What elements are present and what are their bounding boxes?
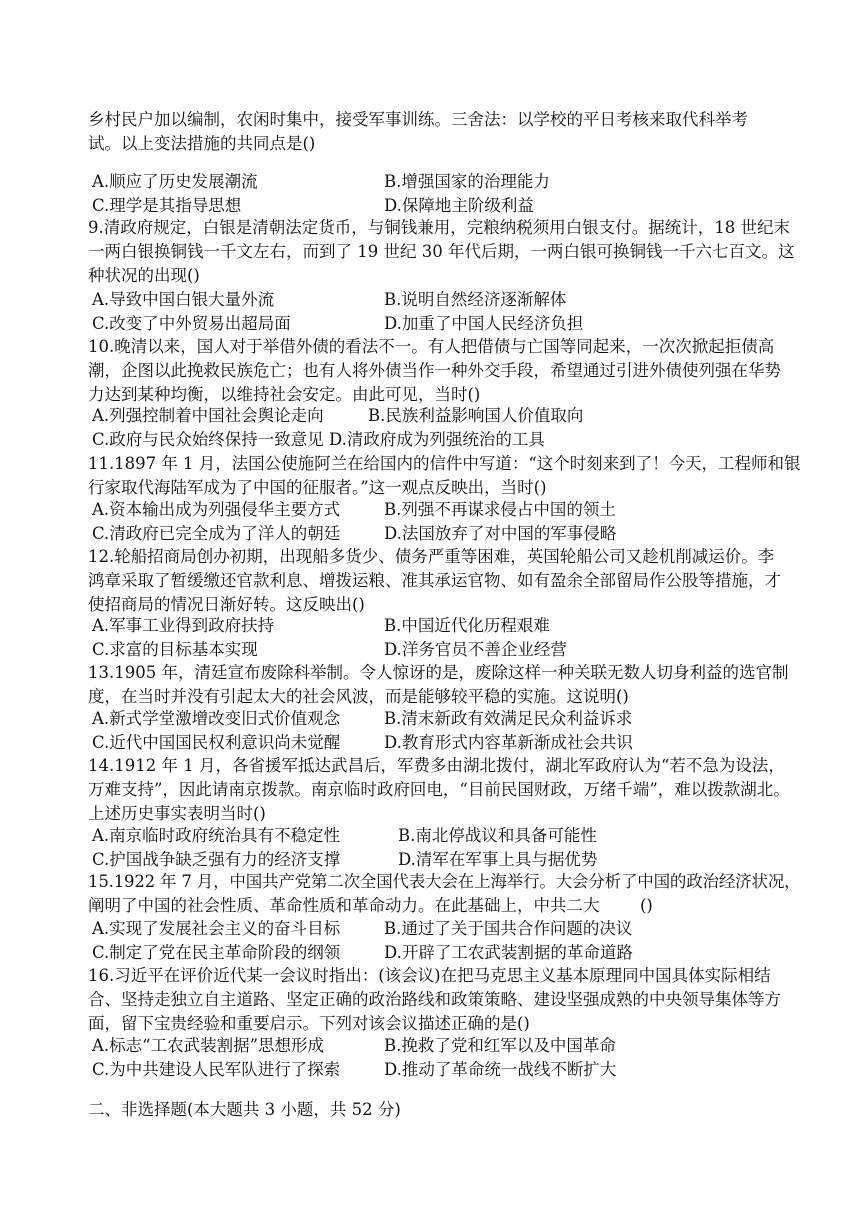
option-c[interactable]: C.护国战争缺乏强有力的经济支撑	[92, 850, 341, 869]
option-b[interactable]: B.清末新政有效满足民众利益诉求	[384, 709, 633, 728]
option-a[interactable]: A.导致中国白银大量外流	[92, 290, 275, 309]
option-d[interactable]: D.推动了革命统一战线不断扩大	[384, 1060, 617, 1079]
option-b[interactable]: B.增强国家的治理能力	[384, 172, 550, 191]
option-c[interactable]: C.清政府已完全成为了洋人的朝廷	[92, 524, 341, 543]
option-a[interactable]: A.顺应了历史发展潮流	[92, 172, 258, 191]
option-c[interactable]: C.近代中国国民权利意识尚未觉醒	[92, 733, 341, 752]
question-text-line: 11.1897 年 1 月，法国公使施阿兰在给国内的信件中写道：“这个时刻来到了！今天，工程师和银	[88, 454, 801, 473]
option-c[interactable]: C.改变了中外贸易出超局面	[92, 314, 291, 333]
question-text-line: 15.1922 年 7 月，中国共产党第二次全国代表大会在上海举行。大会分析了中国的政治经济状况，	[88, 872, 801, 891]
question-text-line: 16.习近平在评价近代某一会议时指出：(该会议)在把马克思主义基本原理同中国具体实际相结	[88, 966, 771, 985]
question-text-line: 9.清政府规定，白银是清朝法定货币，与铜钱兼用，完粮纳税须用白银支付。据统计，18 世纪末	[88, 218, 790, 237]
option-c[interactable]: C.为中共建设人民军队进行了探索	[92, 1060, 341, 1079]
option-c[interactable]: C.理学是其指导思想	[92, 196, 242, 215]
question-text-line: 潮，企图以此挽救民族危亡；也有人将外债当作一种外交手段，希望通过引进外债使列强在华势	[88, 361, 781, 380]
option-b[interactable]: B.说明自然经济逐渐解体	[384, 290, 567, 309]
option-d[interactable]: D.教育形式内容革新渐成社会共识	[384, 733, 633, 752]
section-heading: 二、非选择题(本大题共 3 小题，共 52 分)	[88, 1100, 401, 1119]
option-a[interactable]: A.新式学堂激增改变旧式价值观念	[92, 709, 341, 728]
option-b[interactable]: B.民族利益影响国人价值取向	[368, 406, 584, 425]
option-b[interactable]: B.南北停战议和具备可能性	[398, 826, 597, 845]
option-c[interactable]: C.求富的目标基本实现	[92, 640, 258, 659]
question-text-line: 14.1912 年 1 月，各省援军抵达武昌后，军费多由湖北拨付，湖北军政府认为“若不急为设法，	[88, 756, 785, 775]
option-d[interactable]: D.保障地主阶级利益	[384, 196, 534, 215]
question-text-line: 试。以上变法措施的共同点是()	[88, 134, 316, 153]
question-text-line: 阐明了中国的社会性质、革命性质和革命动力。在此基础上，中共二大	[88, 896, 600, 915]
question-text-line: 13.1905 年，清廷宣布废除科举制。令人惊讶的是，废除这样一种关联无数人切身利益的选官制	[88, 663, 789, 682]
question-text-line: 面，留下宝贵经验和重要启示。下列对该会议描述正确的是()	[88, 1014, 530, 1033]
question-text-line: 合、坚持走独立自主道路、坚定正确的政治路线和政策策略、建设坚强成熟的中央领导集体等方	[88, 990, 781, 1009]
question-text-line: 度，在当时并没有引起太大的社会风波，而是能够较平稳的实施。这说明()	[88, 687, 629, 706]
option-d[interactable]: D.加重了中国人民经济负担	[384, 314, 584, 333]
option-b[interactable]: B.通过了关于国共合作问题的决议	[384, 919, 633, 938]
question-text-line: 使招商局的情况日渐好转。这反映出()	[88, 595, 365, 614]
option-a[interactable]: A.实现了发展社会主义的奋斗目标	[92, 919, 341, 938]
option-d[interactable]: D.开辟了工农武装割据的革命道路	[384, 943, 633, 962]
option-b[interactable]: B.中国近代化历程艰难	[384, 616, 550, 635]
question-text-line: 一两白银换铜钱一千文左右，而到了 19 世纪 30 年代后期，一两白银可换铜钱一千六七百文。这	[88, 242, 795, 261]
question-text-line: 乡村民户加以编制，农闲时集中，接受军事训练。三舍法：以学校的平日考核来取代科举考	[88, 110, 748, 129]
option-a[interactable]: A.军事工业得到政府扶持	[92, 616, 275, 635]
question-text-line: 万难支持”，因此请南京拨款。南京临时政府回电，“目前民国财政，万绪千端”，难以拨款湖北。	[88, 780, 790, 799]
question-text-line: 种状况的出现()	[88, 266, 200, 285]
option-a[interactable]: A.标志“工农武装割据”思想形成	[92, 1036, 325, 1055]
option-d[interactable]: D.法国放弃了对中国的军事侵略	[384, 524, 617, 543]
question-text-line: 上述历史事实表明当时()	[88, 804, 266, 823]
option-b[interactable]: B.列强不再谋求侵占中国的领土	[384, 500, 616, 519]
question-text-line: 12.轮船招商局创办初期，出现船多货少、债务严重等困难，英国轮船公司又趁机削减运价。李	[88, 547, 775, 566]
question-text-line: 鸿章采取了暂缓缴还官款利息、增拨运粮、准其承运官物、如有盈余全部留局作公股等措施，才	[88, 571, 781, 590]
option-c[interactable]: C.制定了党在民主革命阶段的纲领	[92, 943, 341, 962]
question-text-line: 力达到某种均衡，以维持社会安定。由此可见，当时()	[88, 385, 481, 404]
option-d[interactable]: D.洋务官员不善企业经营	[384, 640, 567, 659]
question-text-line: 行家取代海陆军成为了中国的征服者。”这一观点反映出，当时()	[88, 478, 547, 497]
option-a[interactable]: A.列强控制着中国社会舆论走向	[92, 406, 324, 425]
option-a[interactable]: A.南京临时政府统治具有不稳定性	[92, 826, 341, 845]
question-text-line: 10.晚清以来，国人对于举借外债的看法不一。有人把借债与亡国等同起来，一次次掀起拒债高	[88, 337, 775, 356]
option-b[interactable]: B.挽救了党和红军以及中国革命	[384, 1036, 616, 1055]
option-d[interactable]: D.清军在军事上具与据优势	[398, 850, 598, 869]
answer-blank: ()	[640, 896, 653, 915]
option-a[interactable]: A.资本输出成为列强侵华主要方式	[92, 500, 341, 519]
option-c-d[interactable]: C.政府与民众始终保持一致意见 D.清政府成为列强统治的工具	[92, 430, 545, 449]
